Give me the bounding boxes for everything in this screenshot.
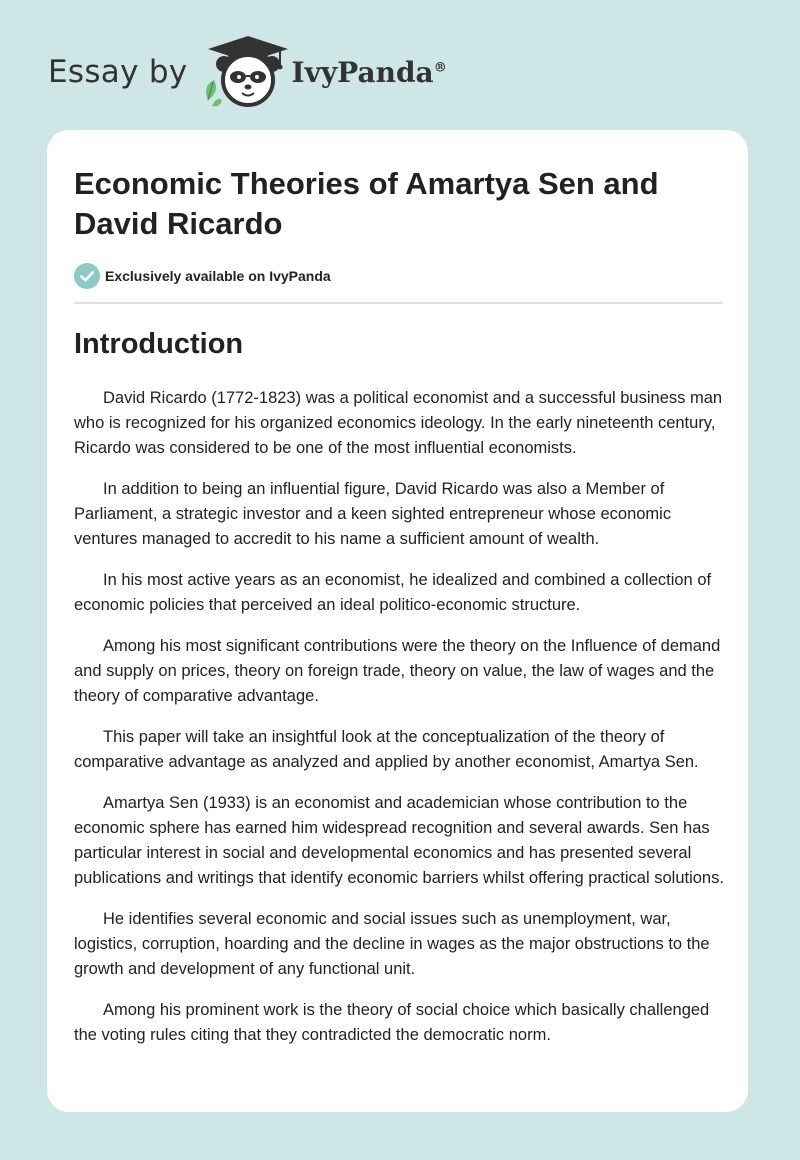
brand-name[interactable]: IvyPanda® xyxy=(291,55,447,89)
page-title: Economic Theories of Amartya Sen and David Ricardo xyxy=(74,166,659,241)
paragraph: David Ricardo (1772-1823) was a political economist and a successful business man who is recognized for his organized economics ideology. In the early nineteenth century, Ricardo was considered to be one of the most influential economists. xyxy=(74,389,723,457)
exclusive-badge xyxy=(74,263,331,289)
paragraph: Among his most significant contributions were the theory on the Influence of demand and supply on prices, theory on foreign trade, theory on value, the law of wages and the theory of comparative advantage. xyxy=(74,637,721,705)
divider xyxy=(74,302,723,304)
badge-label: Exclusively available on IvyPanda xyxy=(105,268,331,284)
paragraph: In his most active years as an economist, he idealized and combined a collection of economic policies that perceived an ideal politico-economic structure. xyxy=(74,571,712,614)
registered-mark: ® xyxy=(433,60,447,76)
panda-graduation-cap-icon[interactable] xyxy=(198,34,290,110)
paragraph: In addition to being an influential figure, David Ricardo was also a Member of Parliament, a strategic investor and a keen sighted entrepreneur whose economic ventures managed to accredit to his name a sufficient amount of wealth. xyxy=(74,480,672,548)
brand-prefix: Essay by xyxy=(48,54,188,90)
site-header xyxy=(48,34,447,110)
essay-card xyxy=(47,130,748,1112)
paragraph: Amartya Sen (1933) is an economist and academician whose contribution to the economic sphere has earned him widespread recognition and several awards. Sen has particular interest in social and developmental economics and has presented several publications and writings that identify economic barriers whilst offering practical solutions. xyxy=(74,794,724,887)
paragraph: He identifies several economic and social issues such as unemployment, war, logistics, corruption, hoarding and the decline in wages as the major obstructions to the growth and development of any functional unit. xyxy=(74,910,710,978)
paragraph: This paper will take an insightful look at the conceptualization of the theory of comparative advantage as analyzed and applied by another economist, Amartya Sen. xyxy=(74,728,699,771)
section-heading: Introduction xyxy=(74,328,244,360)
essay-body xyxy=(74,386,724,1064)
check-circle-icon xyxy=(74,263,100,289)
paragraph: Among his prominent work is the theory of social choice which basically challenged the voting rules citing that they contradicted the democratic norm. xyxy=(74,1001,710,1044)
